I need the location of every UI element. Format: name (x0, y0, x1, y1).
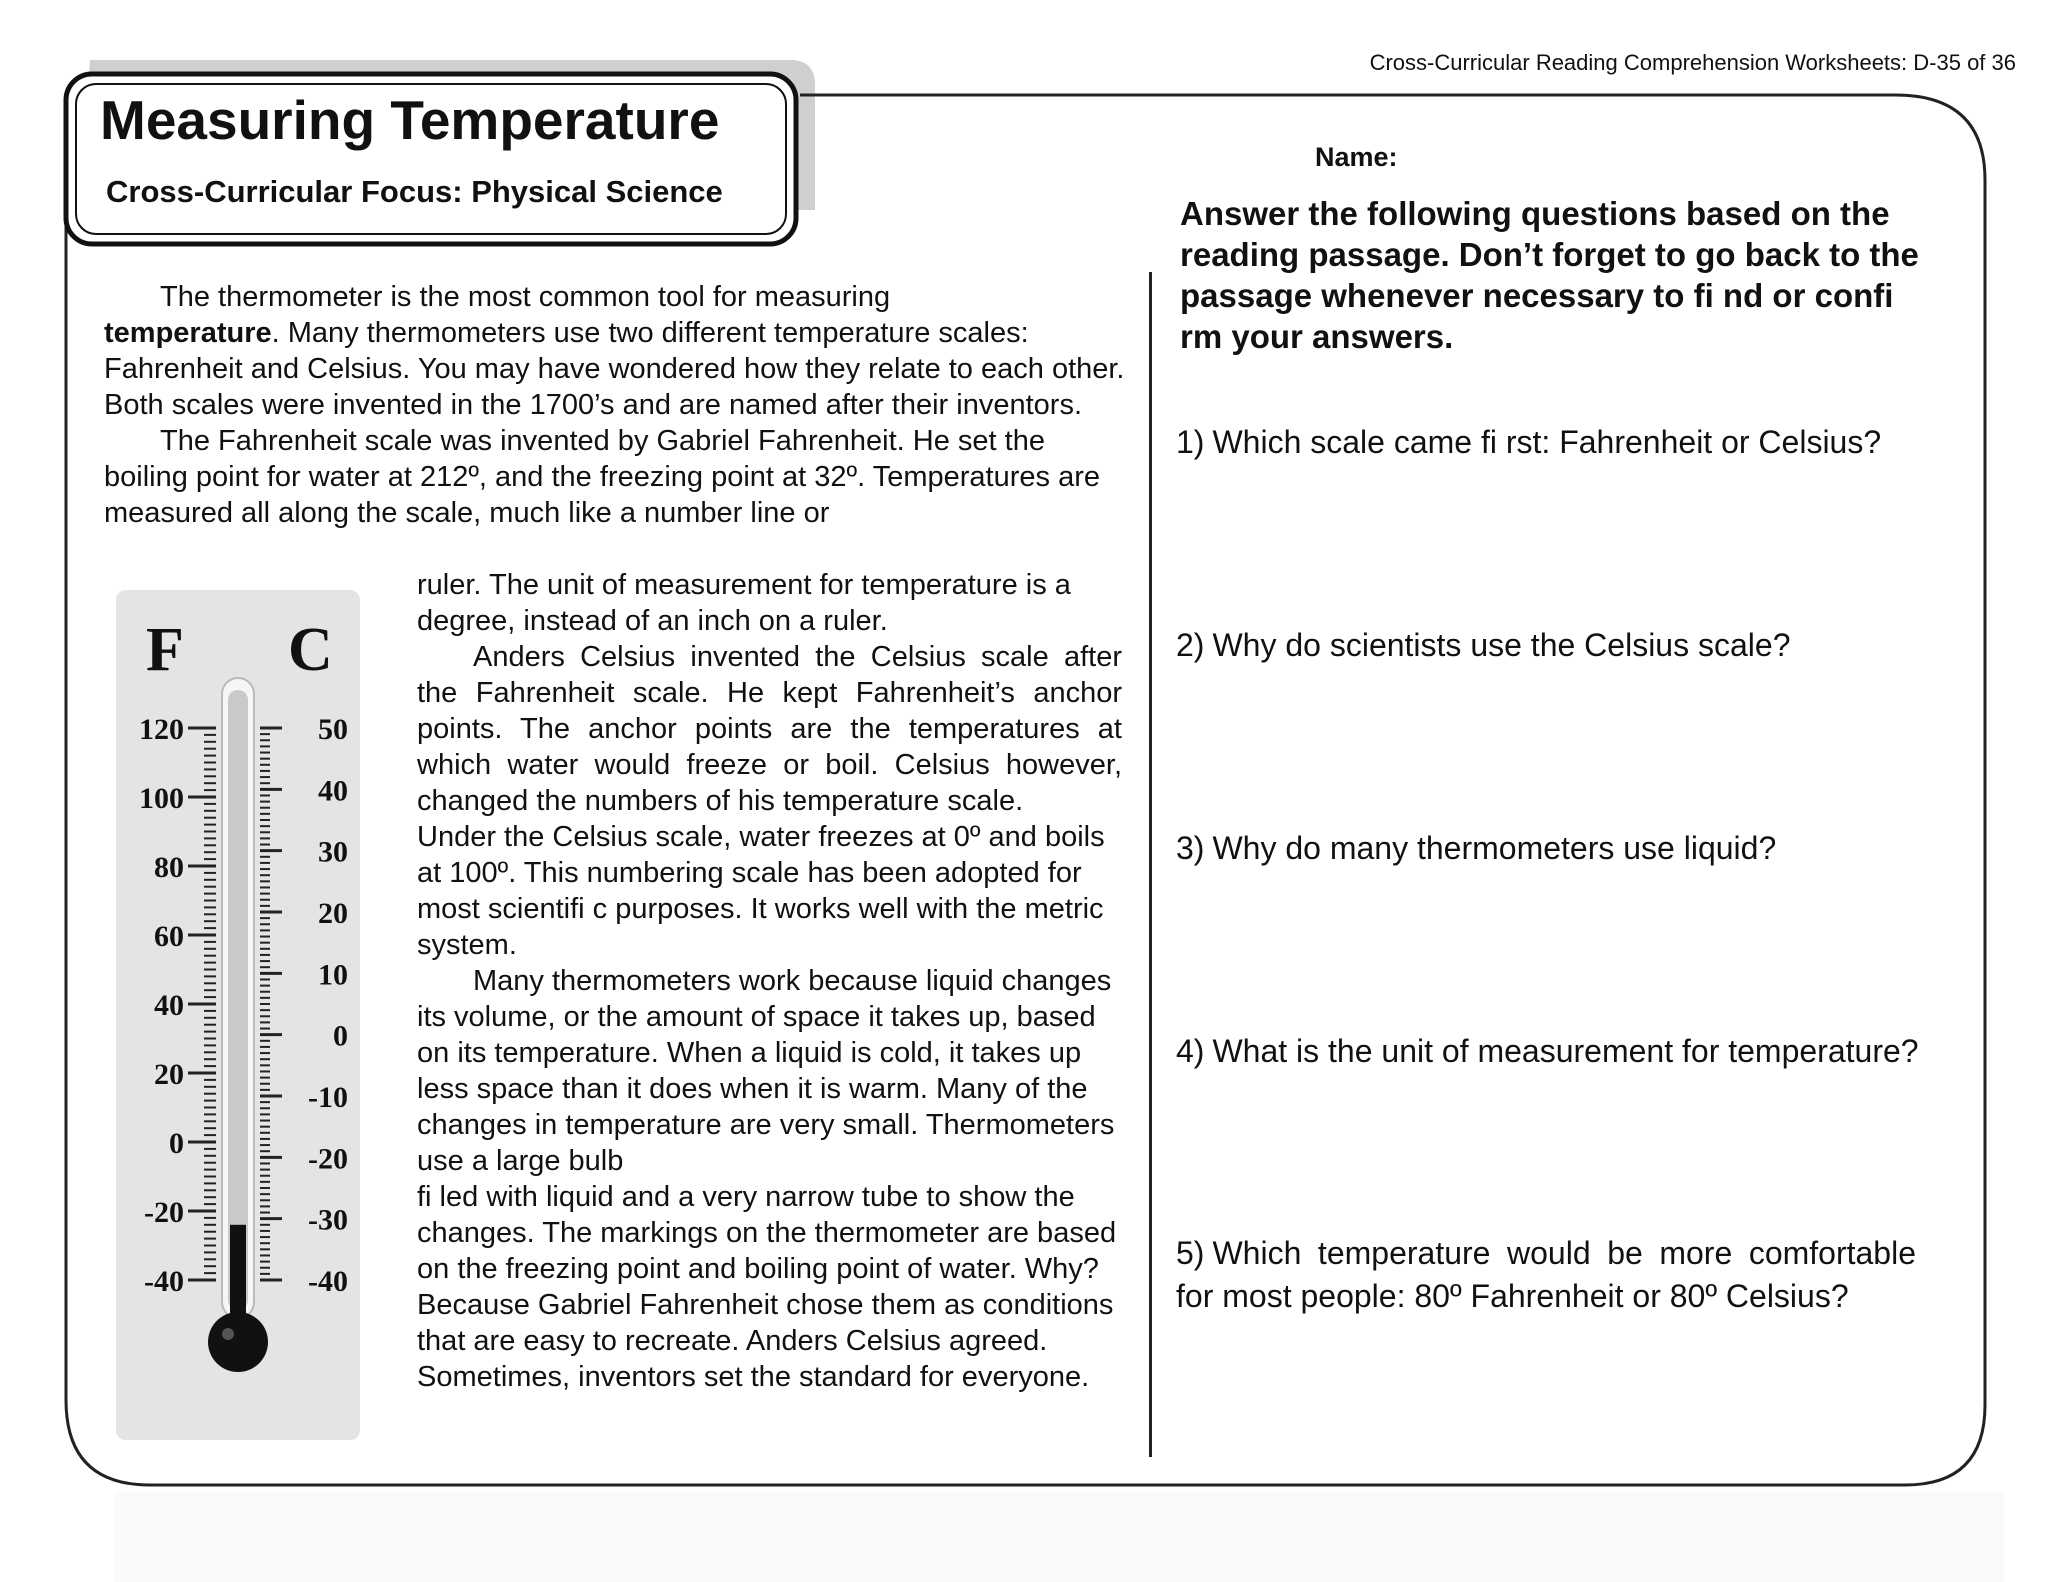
question-text: Why do scientists use the Celsius scale? (1212, 627, 1791, 663)
reading-passage-top (104, 279, 1134, 531)
name-label: Name: (1315, 142, 1398, 172)
passage-paragraph: Under the Celsius scale, water freezes at 0º and boils at 100º. This numbering scale has been adopted for most scientifi c purposes. It works well with the metric system. (417, 821, 1105, 961)
fahrenheit-tick-label: 40 (154, 989, 184, 1022)
fahrenheit-tick-label: -40 (144, 1265, 184, 1298)
worksheet-series-label: Cross-Curricular Reading Comprehension Worksheets: D-35 of 36 (1369, 50, 2016, 75)
question-2 (1176, 624, 1966, 667)
passage-paragraph: fi led with liquid and a very narrow tube to show the changes. The markings on the thermometer are based on the freezing point and boiling point of water. Why? Because Gabriel Fahrenheit chose them as conditions that are easy to recreate. Anders Celsius agreed. Sometimes, inventors set the standard for everyone. (417, 1181, 1117, 1393)
celsius-tick-label: -40 (308, 1265, 348, 1298)
fahrenheit-tick-label: -20 (144, 1196, 184, 1229)
celsius-tick-label: 0 (333, 1019, 348, 1053)
celsius-tick-label: 20 (318, 897, 348, 930)
question-number: 2) (1176, 627, 1205, 663)
passage-paragraph: Many thermometers work because liquid changes its volume, or the amount of space it takes up, based on its temperature. When a liquid is cold, it takes up less space than it does when it is warm. Many of the changes in temperature are very small. Thermometers use a large bulb (417, 965, 1115, 1177)
question-text: Which scale came fi rst: Fahrenheit or Celsius? (1212, 424, 1882, 460)
celsius-tick-label: -30 (308, 1203, 348, 1237)
page-subtitle: Cross-Curricular Focus: Physical Science (106, 174, 723, 209)
passage-text: The thermometer is the most common tool for measuring (160, 281, 891, 313)
fahrenheit-tick-label: 120 (139, 713, 184, 746)
question-number: 1) (1176, 424, 1205, 460)
question-text: What is the unit of measurement for temperature? (1212, 1033, 1919, 1069)
page-bottom-shade (114, 1492, 2004, 1582)
passage-text: . Many thermometers use two different temperature scales: Fahrenheit and Celsius. You may have wondered how they relate to each other. Both scales were invented in the 1700’s and are named after their inventors. (104, 317, 1125, 421)
question-3 (1176, 827, 1966, 870)
celsius-label: C (288, 616, 333, 684)
instructions: Answer the following questions based on the reading passage. Don’t forget to go back to the passage whenever necessary to fi nd or confi rm your answers. (1180, 195, 1919, 355)
question-5 (1176, 1232, 1916, 1318)
question-number: 5) (1176, 1235, 1205, 1271)
passage-paragraph: Anders Celsius invented the Celsius scale after the Fahrenheit scale. He kept Fahrenheit’s anchor points. The anchor points are the temperatures at which water would freeze or boil. Celsius however, changed the numbers of his temperature scale. (417, 641, 1122, 817)
question-number: 4) (1176, 1033, 1205, 1069)
thermometer-image (116, 590, 360, 1440)
thermometer-bore (228, 690, 248, 1310)
fahrenheit-label: F (146, 616, 184, 684)
column-divider (1149, 272, 1152, 1457)
fahrenheit-tick-label: 0 (169, 1127, 184, 1160)
celsius-tick-label: 10 (318, 958, 348, 992)
question-text: Why do many thermometers use liquid? (1212, 830, 1777, 866)
fahrenheit-tick-label: 20 (154, 1058, 184, 1091)
celsius-tick-label: 50 (318, 713, 348, 746)
passage-keyword: temperature (104, 317, 272, 349)
celsius-tick-label: -10 (308, 1081, 348, 1114)
question-text: Which temperature would be more comfortable for most people: 80º Fahrenheit or 80º Celsius? (1176, 1235, 1916, 1314)
celsius-tick-label: 30 (318, 835, 348, 869)
celsius-tick-label: 40 (318, 774, 348, 808)
question-1 (1176, 421, 1966, 464)
fahrenheit-tick-label: 80 (154, 851, 184, 884)
passage-paragraph: ruler. The unit of measurement for temperature is a degree, instead of an inch on a ruler. (417, 569, 1071, 637)
fahrenheit-tick-label: 60 (154, 920, 184, 953)
celsius-tick-label: -20 (308, 1142, 348, 1176)
passage-paragraph: The Fahrenheit scale was invented by Gabriel Fahrenheit. He set the boiling point for water at 212º, and the freezing point at 32º. Temperatures are measured all along the scale, much like a number line or (104, 425, 1100, 529)
thermometer-bulb (208, 1312, 268, 1372)
fahrenheit-tick-label: 100 (139, 782, 184, 815)
reading-passage-side (417, 567, 1122, 1395)
question-4 (1176, 1030, 1966, 1073)
page-title: Measuring Temperature (100, 89, 720, 151)
question-number: 3) (1176, 830, 1205, 866)
